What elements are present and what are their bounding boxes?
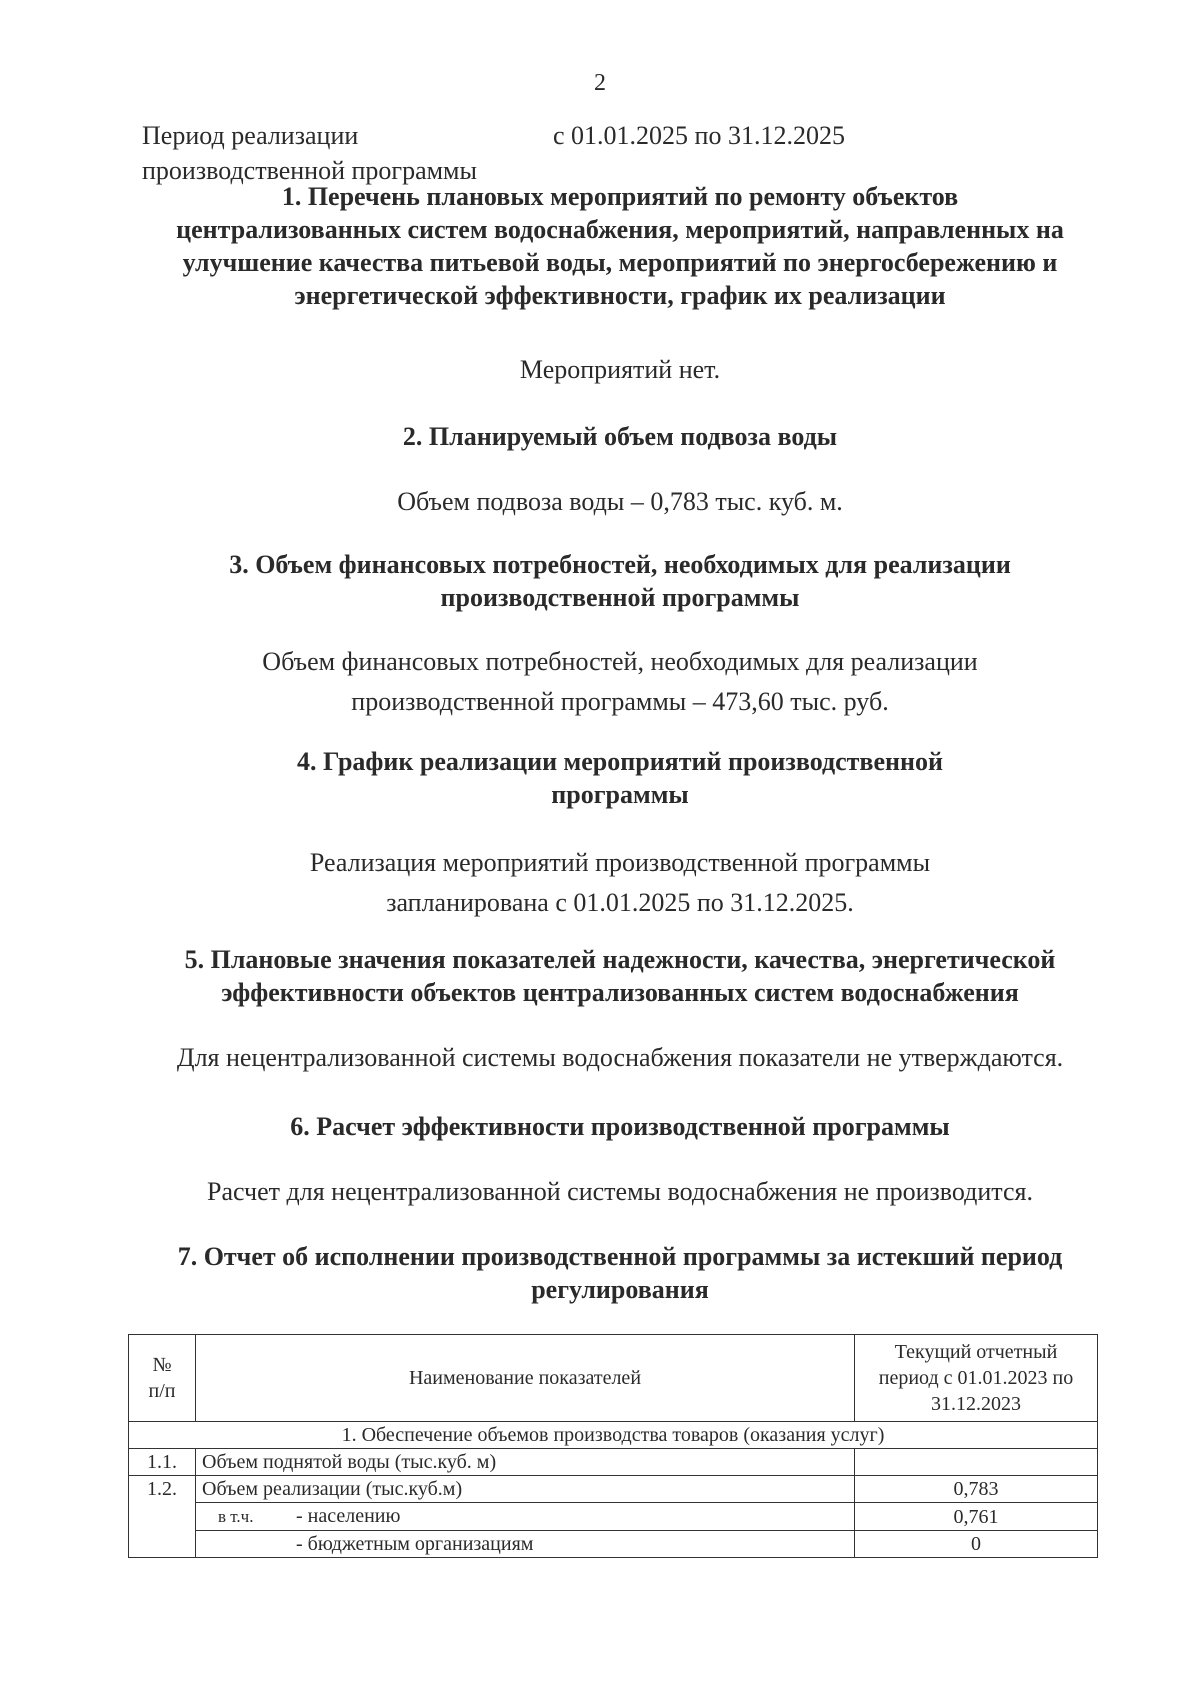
header-period-line2: период с 01.01.2023 по [878, 1367, 1074, 1389]
row-value: 0 [855, 1531, 1098, 1558]
text-line: Мероприятий нет. [519, 355, 721, 384]
heading-line: производственной программы [440, 583, 800, 612]
page-number: 2 [594, 70, 606, 96]
heading-line: регулирования [531, 1275, 709, 1304]
row-value: 0,761 [855, 1503, 1098, 1531]
header-name: Наименование показателей [196, 1335, 855, 1422]
period-label-line2: производственной программы [142, 156, 477, 185]
section-2-heading [130, 420, 1110, 453]
heading-line: 7. Отчет об исполнении производственной программы за истекший период [177, 1242, 1063, 1271]
table-row [129, 1503, 1098, 1531]
heading-line: улучшение качества питьевой воды, мероприятий по энергосбережению и [182, 248, 1058, 277]
row-value [855, 1449, 1098, 1476]
row-name-cell [196, 1503, 855, 1531]
section-row-title: 1. Обеспечение объемов производства товаров (оказания услуг) [129, 1422, 1098, 1449]
text-line: Расчет для нецентрализованной системы водоснабжения не производится. [207, 1177, 1033, 1206]
section-1-heading [130, 180, 1110, 312]
row-value: 0,783 [855, 1476, 1098, 1503]
heading-line: 1. Перечень плановых мероприятий по ремонту объектов [281, 182, 959, 211]
heading-line: централизованных систем водоснабжения, мероприятий, направленных на [176, 215, 1064, 244]
row-name: - населению [296, 1505, 401, 1527]
header-num [129, 1335, 196, 1422]
period-label [142, 118, 477, 188]
text-line: Реализация мероприятий производственной программы [309, 848, 931, 877]
text-line: запланирована с 01.01.2025 по 31.12.2025. [386, 888, 854, 917]
section-4-heading [130, 745, 1110, 811]
heading-line: 4. График реализации мероприятий производственной [297, 747, 943, 776]
period-label-line1: Период реализации [142, 121, 359, 150]
table-row [129, 1449, 1098, 1476]
row-prefix: в т.ч. [218, 1507, 254, 1526]
text-line: производственной программы – 473,60 тыс. руб. [351, 687, 889, 716]
header-num-line1: № [152, 1354, 172, 1376]
table-row [129, 1476, 1098, 1503]
header-period-line1: Текущий отчетный [894, 1341, 1058, 1363]
section-5-heading [130, 943, 1110, 1009]
section-3-heading [130, 548, 1110, 614]
heading-line: эффективности объектов централизованных систем водоснабжения [221, 978, 1019, 1007]
section-6-heading [130, 1110, 1110, 1143]
row-name: Объем поднятой воды (тыс.куб. м) [196, 1449, 855, 1476]
heading-line: 5. Плановые значения показателей надежности, качества, энергетической [184, 945, 1056, 974]
report-table [128, 1334, 1098, 1558]
row-num: 1.1. [129, 1449, 196, 1476]
heading-line: 2. Планируемый объем подвоза воды [402, 422, 838, 451]
heading-line: энергетической эффективности, график их реализации [294, 281, 946, 310]
table-header-row [129, 1335, 1098, 1422]
section-3-text [130, 642, 1110, 722]
header-num-line2: п/п [148, 1380, 176, 1402]
row-name: - бюджетным организациям [196, 1531, 855, 1558]
period-value: с 01.01.2025 по 31.12.2025 [553, 121, 845, 150]
header-period [855, 1335, 1098, 1422]
section-7-heading [130, 1240, 1110, 1306]
section-1-text [130, 350, 1110, 390]
table-row [129, 1531, 1098, 1558]
section-4-text [130, 843, 1110, 923]
header-period-line3: 31.12.2023 [931, 1393, 1021, 1415]
table-section-row [129, 1422, 1098, 1449]
heading-line: программы [551, 780, 689, 809]
row-num: 1.2. [129, 1476, 196, 1558]
text-line: Объем финансовых потребностей, необходимых для реализации [262, 647, 978, 676]
section-2-text [130, 482, 1110, 522]
section-5-text [130, 1038, 1110, 1078]
section-6-text [130, 1172, 1110, 1212]
text-line: Объем подвоза воды – 0,783 тыс. куб. м. [397, 487, 843, 516]
heading-line: 3. Объем финансовых потребностей, необходимых для реализации [229, 550, 1011, 579]
row-name: Объем реализации (тыс.куб.м) [196, 1476, 855, 1503]
heading-line: 6. Расчет эффективности производственной программы [290, 1112, 950, 1141]
text-line: Для нецентрализованной системы водоснабжения показатели не утверждаются. [176, 1043, 1064, 1072]
